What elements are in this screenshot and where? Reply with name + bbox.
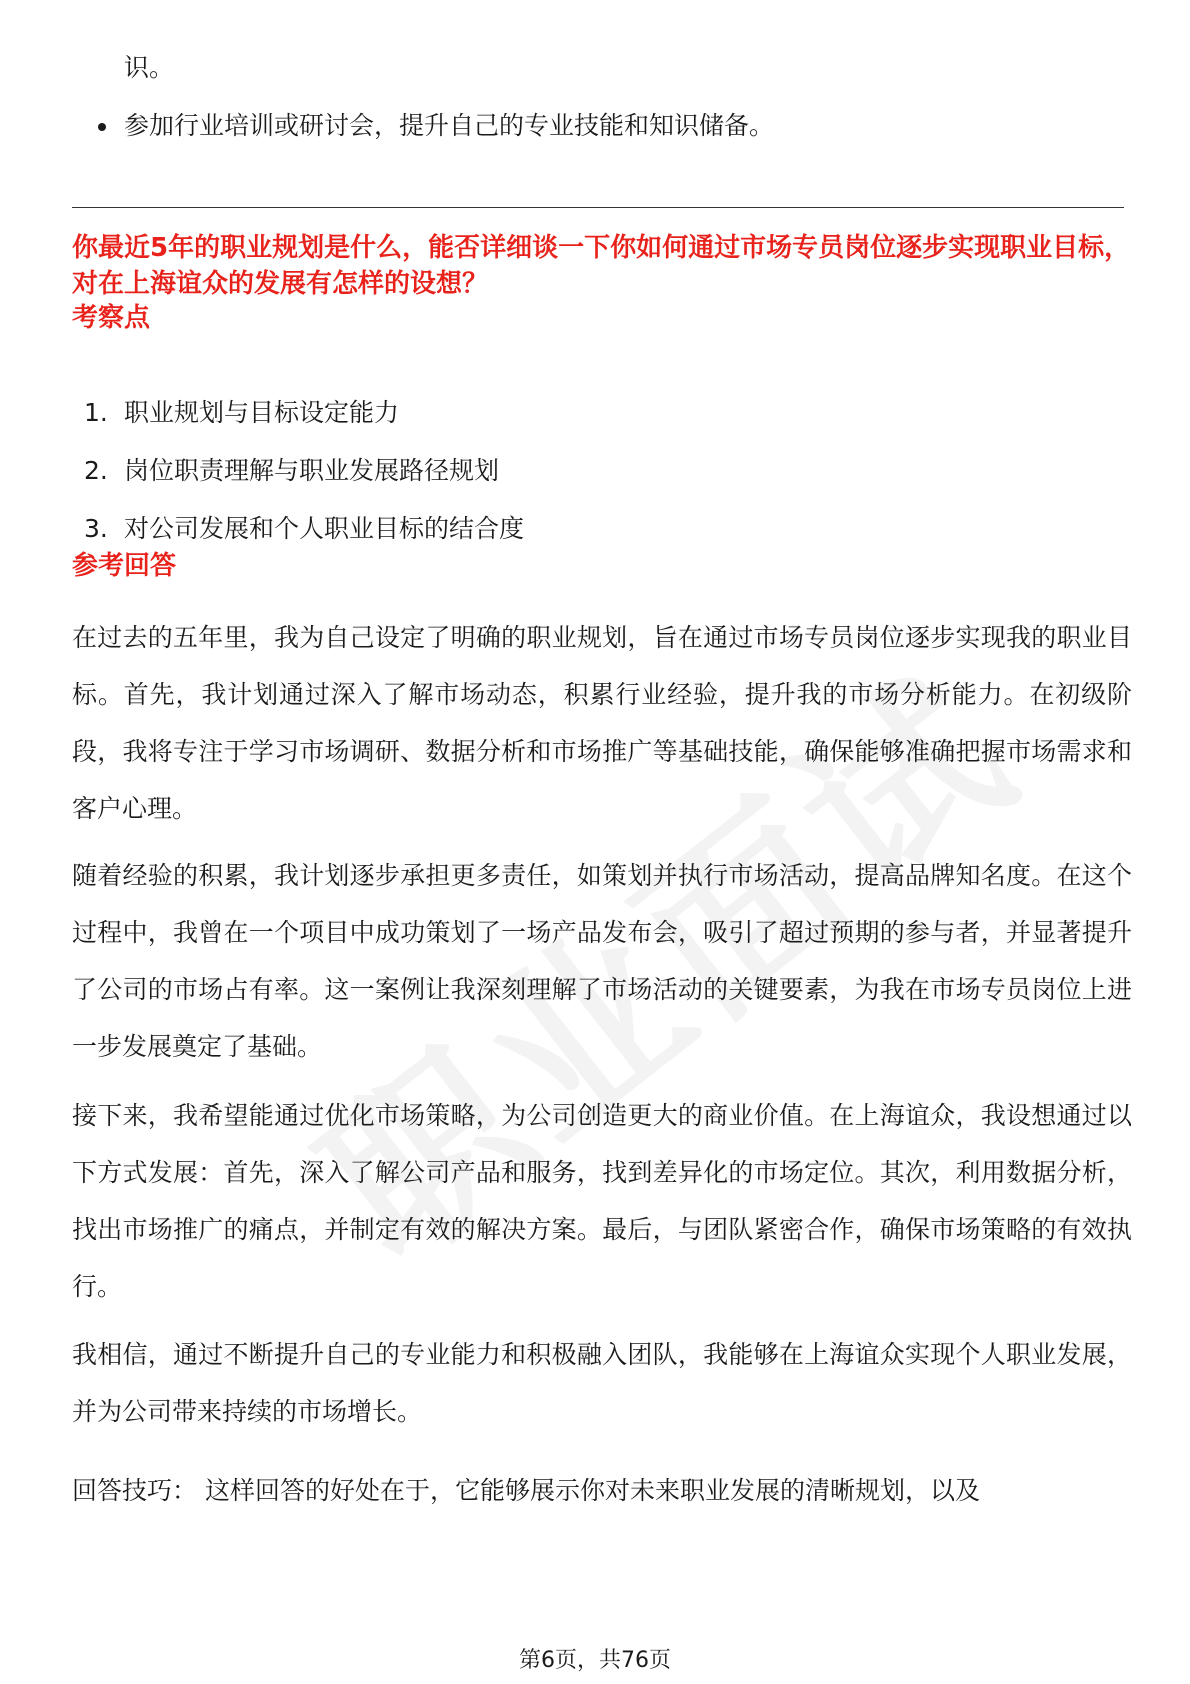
page-number: 第6页，共76页 (519, 1648, 671, 1673)
list-item-number: 2. (84, 456, 108, 485)
list-item-number: 3. (84, 514, 108, 543)
list-item-text: 参加行业培训或研讨会，提升自己的专业技能和知识储备。 (124, 111, 775, 140)
answer-title: 参考回答 (72, 551, 177, 581)
bullet-dot-icon (98, 123, 106, 131)
assessment-list (84, 395, 524, 569)
question-heading: 你最近5年的职业规划是什么，能否详细谈一下你如何通过市场专员岗位逐步实现职业目标，对在上海谊众的发展有怎样的设想？ (72, 233, 1131, 299)
list-item (84, 395, 524, 453)
list-item-number: 1. (84, 398, 108, 427)
list-item-text: 对公司发展和个人职业目标的结合度 (124, 514, 525, 543)
answer-paragraph: 接下来，我希望能通过优化市场策略，为公司创造更大的商业价值。在上海谊众，我设想通过以下方式发展：首先，深入了解公司产品和服务，找到差异化的市场定位。其次，利用数据分析，找出市场推广的痛点，并制定有效的解决方案。最后，与团队紧密合作，确保市场策略的有效执行。 (72, 1101, 1132, 1301)
list-item (84, 453, 524, 511)
divider (72, 207, 1124, 208)
answer-paragraph: 随着经验的积累，我计划逐步承担更多责任，如策划并执行市场活动，提高品牌知名度。在这个过程中，我曾在一个项目中成功策划了一场产品发布会，吸引了超过预期的参与者，并显著提升了公司的市场占有率。这一案例让我深刻理解了市场活动的关键要素，为我在市场专员岗位上进一步发展奠定了基础。 (72, 861, 1132, 1061)
list-item (90, 108, 1120, 144)
assessment-title: 考察点 (72, 303, 151, 333)
answer-tip: 回答技巧： 这样回答的好处在于，它能够展示你对未来职业发展的清晰规划，以及 (72, 1476, 980, 1505)
list-item-text: 岗位职责理解与职业发展路径规划 (124, 456, 500, 485)
answer-paragraph: 我相信，通过不断提升自己的专业能力和积极融入团队，我能够在上海谊众实现个人职业发展，并为公司带来持续的市场增长。 (72, 1340, 1132, 1426)
list-item-text: 职业规划与目标设定能力 (124, 398, 400, 427)
bullet-continuation: 识。 (124, 53, 175, 82)
top-bullet-list (90, 108, 1120, 144)
answer-paragraph: 在过去的五年里，我为自己设定了明确的职业规划，旨在通过市场专员岗位逐步实现我的职业目标。首先，我计划通过深入了解市场动态，积累行业经验，提升我的市场分析能力。在初级阶段，我将专注于学习市场调研、数据分析和市场推广等基础技能，确保能够准确把握市场需求和客户心理。 (72, 623, 1132, 823)
